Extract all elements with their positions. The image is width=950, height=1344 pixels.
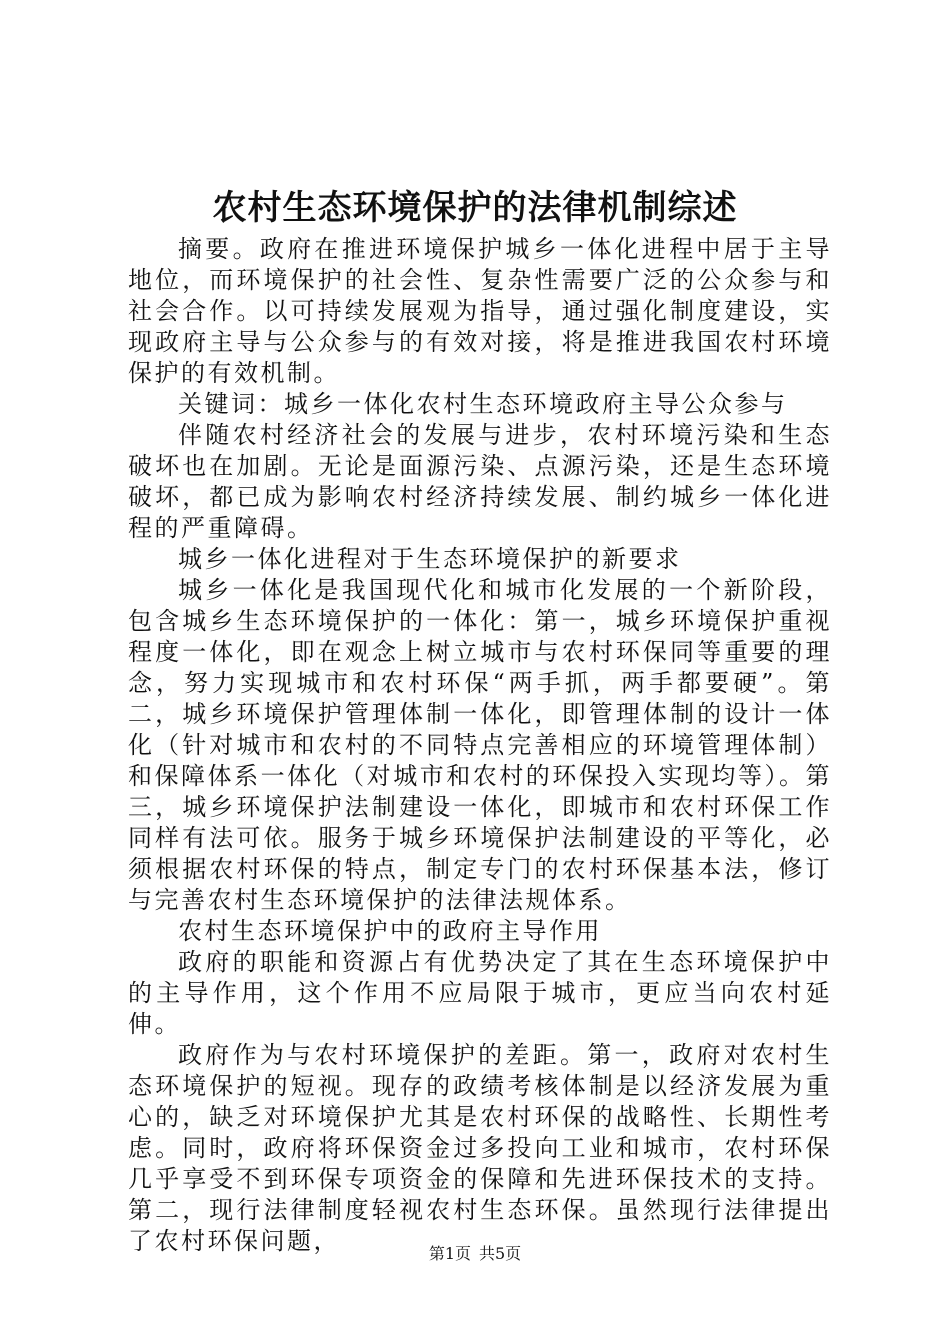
abstract-paragraph: 摘要。政府在推进环境保护城乡一体化进程中居于主导地位，而环境保护的社会性、复杂性需要广泛的公众参与和社会合作。以可持续发展观为指导，通过强化制度建设，实现政府主导与公众参与的有效对接，将是推进我国农村环境保护的有效机制。 [128,235,832,387]
page-footer [0,1243,950,1265]
document-title: 农村生态环境保护的法律机制综述 [212,188,738,228]
document-body [128,234,832,1257]
page-number: 第1页 [428,1244,471,1263]
intro-paragraph: 伴随农村经济社会的发展与进步，农村环境污染和生态破坏也在加剧。无论是面源污染、点源污染，还是生态环境破坏，都已成为影响农村经济持续发展、制约城乡一体化进程的严重障碍。 [128,421,832,542]
body-paragraph: 政府作为与农村环境保护的差距。第一，政府对农村生态环境保护的短视。现存的政绩考核体制是以经济发展为重心的，缺乏对环境保护尤其是农村环保的战略性、长期性考虑。同时，政府将环保资金过多投向工业和城市，农村环保几乎享受不到环保专项资金的保障和先进环保技术的支持。第二，现行法律制度轻视农村生态环保。虽然现行法律提出了农村环保问题， [128,1041,832,1255]
body-paragraph: 政府的职能和资源占有优势决定了其在生态环境保护中的主导作用，这个作用不应局限于城市，更应当向农村延伸。 [128,948,832,1038]
section-heading: 农村生态环境保护中的政府主导作用 [178,917,602,945]
keywords-paragraph: 关键词：城乡一体化农村生态环境政府主导公众参与 [178,390,788,418]
body-paragraph: 城乡一体化是我国现代化和城市化发展的一个新阶段，包含城乡生态环境保护的一体化：第一，城乡环境保护重视程度一体化，即在观念上树立城市与农村环保同等重要的理念，努力实现城市和农村环保“两手抓，两手都要硬”。第二，城乡环境保护管理体制一体化，即管理体制的设计一体化（针对城市和农村的不同特点完善相应的环境管理体制）和保障体系一体化（对城市和农村的环保投入实现均等）。第三，城乡环境保护法制建设一体化，即城市和农村环保工作同样有法可依。服务于城乡环境保护法制建设的平等化，必须根据农村环保的特点，制定专门的农村环保基本法，修订与完善农村生态环境保护的法律法规体系。 [128,576,832,914]
section-heading: 城乡一体化进程对于生态环境保护的新要求 [178,545,682,573]
page-total: 共5页 [479,1244,522,1263]
